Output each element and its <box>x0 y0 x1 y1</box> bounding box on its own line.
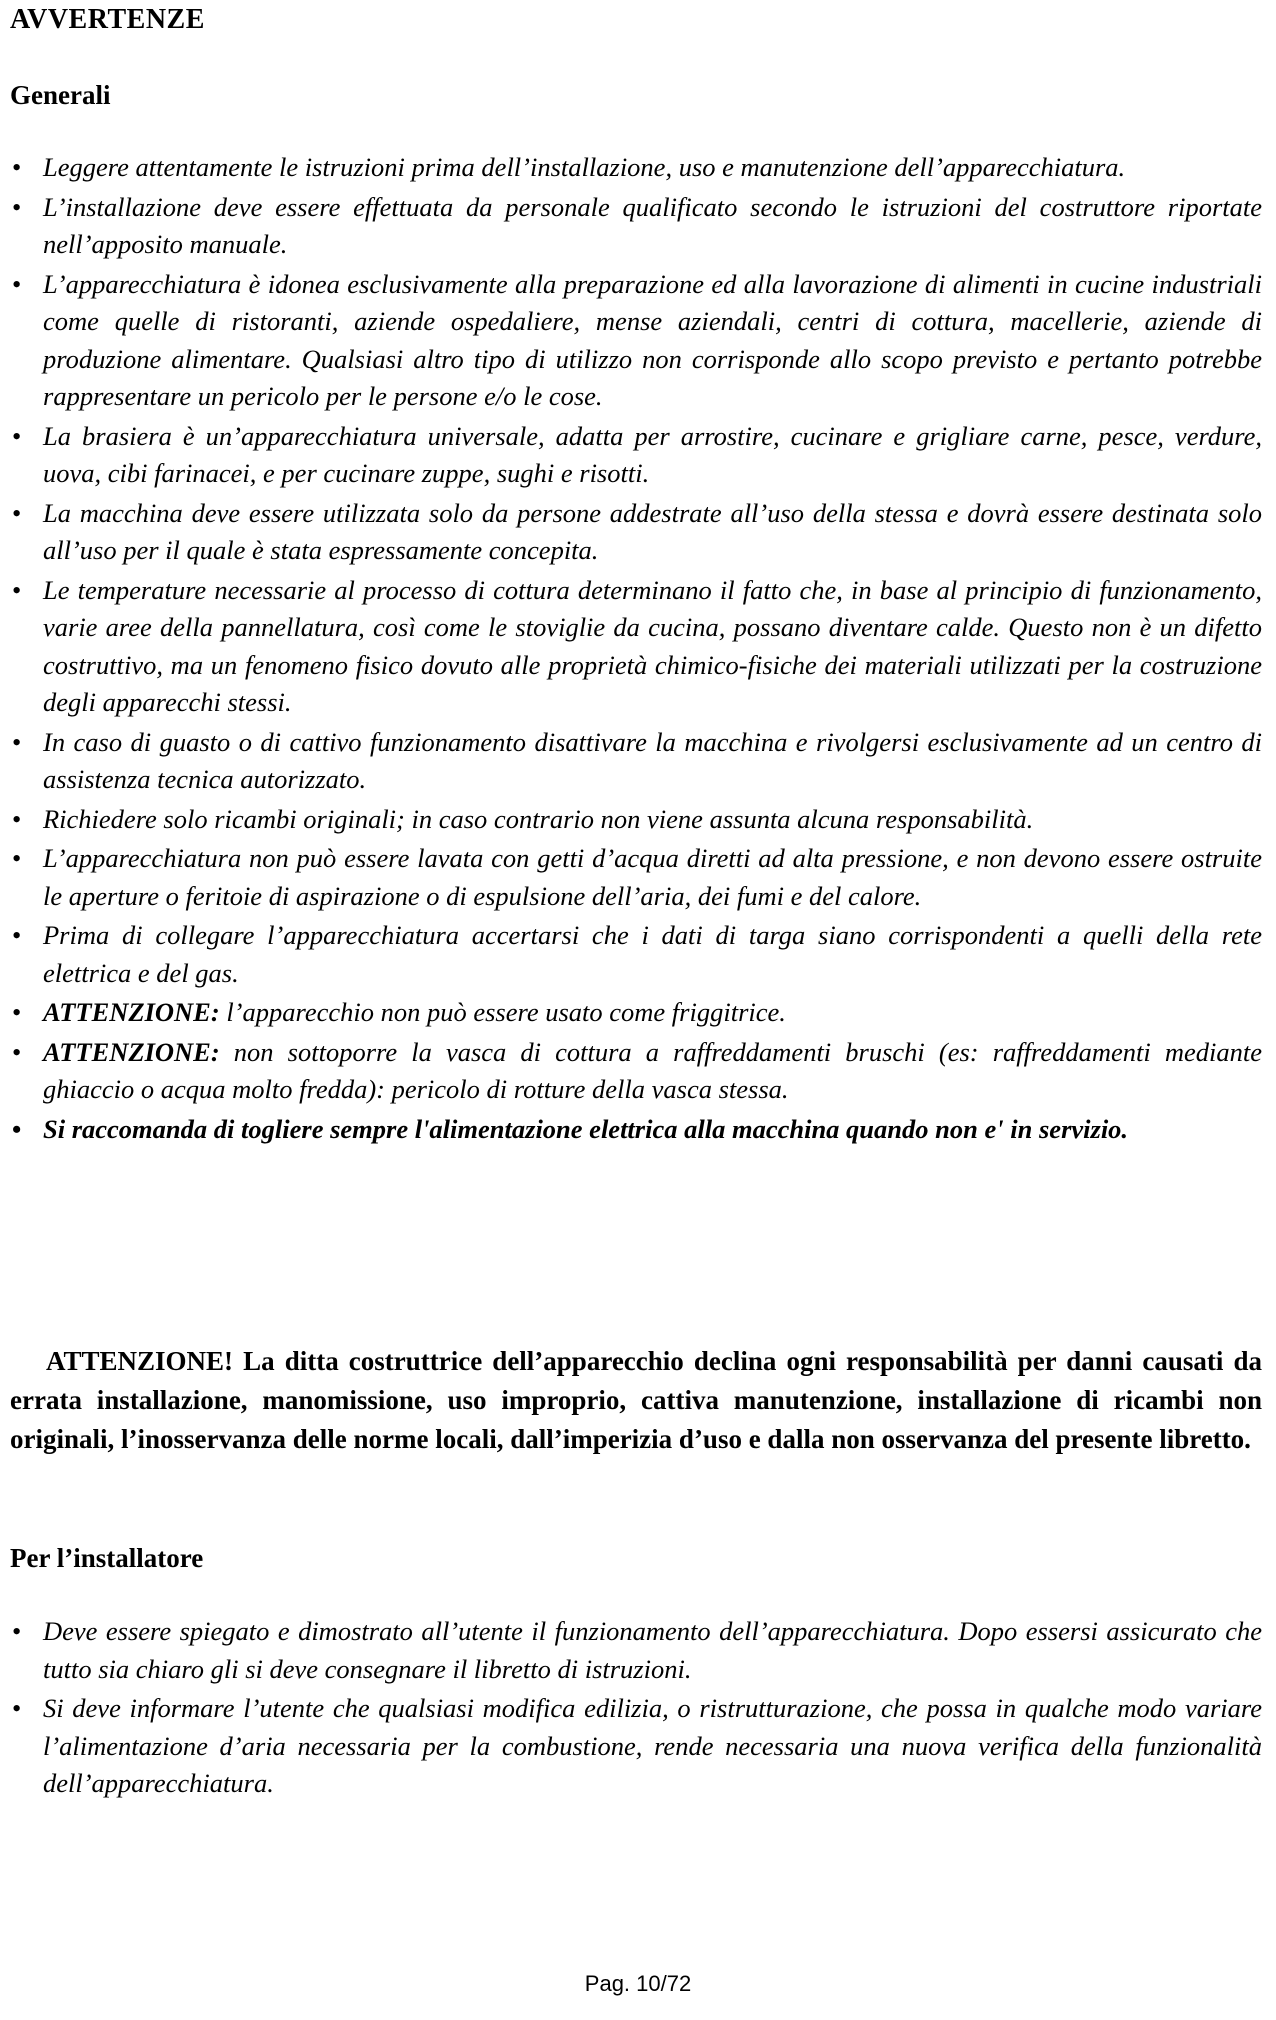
bullet-item <box>10 1111 1262 1149</box>
bullet-dot-icon: • <box>12 920 22 950</box>
bullet-item-text: L’apparecchiatura non può essere lavata con getti d’acqua diretti ad alta pressione, e non devono essere ostruite le aperture o feritoie di aspirazione o di espulsione dell’aria, dei fumi e del calore. <box>43 843 1262 911</box>
bullet-item-text: Prima di collegare l’apparecchiatura accertarsi che i dati di targa siano corrispondenti a quelli della rete elettrica e del gas. <box>43 920 1262 988</box>
bullet-item <box>10 801 1262 839</box>
bullet-dot-icon: • <box>12 1693 22 1723</box>
bullet-dot-icon: • <box>12 420 22 451</box>
bullet-dot-icon: • <box>12 1616 22 1646</box>
document-title: AVVERTENZE <box>10 4 205 35</box>
bullet-item <box>10 840 1262 915</box>
bullet-item <box>10 917 1262 992</box>
bullet-item-text: La macchina deve essere utilizzata solo da persone addestrate all’uso della stessa e dovrà essere destinata solo all’uso per il quale è stata espressamente concepita. <box>43 497 1262 565</box>
bullet-item <box>10 1034 1262 1109</box>
bullet-item <box>10 189 1262 264</box>
bullet-dot-icon: • <box>12 497 22 528</box>
bullet-item-text: L’apparecchiatura è idonea esclusivamente alla preparazione ed alla lavorazione di alimenti in cucine industriali come quelle di ristoranti, aziende ospedaliere, mense aziendali, centri di cottura, macellerie, aziende di produzione alimentare. Qualsiasi altro tipo di utilizzo non corrisponde allo scopo previsto e pertanto potrebbe rappresentare un pericolo per le persone e/o le cose. <box>43 268 1262 411</box>
bullet-item-text: Leggere attentamente le istruzioni prima dell’installazione, uso e manutenzione dell’apparecchiatura. <box>43 152 1126 182</box>
bullet-dot-icon: • <box>12 1036 22 1067</box>
bullet-item-text: In caso di guasto o di cattivo funzionamento disattivare la macchina e rivolgersi esclusivamente ad un centro di assistenza tecnica autorizzato. <box>43 726 1262 794</box>
bullet-dot-icon: • <box>12 268 22 299</box>
bullet-dot-icon: • <box>12 803 22 834</box>
bullet-dot-icon: • <box>12 997 22 1027</box>
bullet-item <box>10 994 1262 1032</box>
bullet-item-text: Richiedere solo ricambi originali; in caso contrario non viene assunta alcuna responsabilità. <box>43 803 1034 834</box>
bullet-item-text: non sottoporre la vasca di cottura a raffreddamenti bruschi (es: raffreddamenti mediante ghiaccio o acqua molto fredda): pericolo di rotture della vasca stessa. <box>43 1036 1262 1104</box>
bullet-item-text: La brasiera è un’apparecchiatura universale, adatta per arrostire, cucinare e grigliare carne, pesce, verdure, uova, cibi farinacei, e per cucinare zuppe, sughi e risotti. <box>43 420 1262 488</box>
bullet-item-lead: ATTENZIONE: <box>43 1036 220 1067</box>
liability-warning-paragraph: ATTENZIONE! La ditta costruttrice dell’apparecchio declina ogni responsabilità per danni causati da errata installazione, manomissione, uso improprio, cattiva manutenzione, installazione di ricambi non originali, l’inosservanza delle norme locali, dall’imperizia d’uso e dalla non osservanza del presente libretto. <box>10 1346 1262 1454</box>
bullet-dot-icon: • <box>12 191 22 222</box>
bullet-item <box>10 149 1262 187</box>
bullet-item-text: Si deve informare l’utente che qualsiasi modifica edilizia, o ristrutturazione, che possa in qualche modo variare l’alimentazione d’aria necessaria per la combustione, rende necessaria una nuova verifica della funzionalità dell’apparecchiatura. <box>43 1693 1262 1798</box>
bullet-item <box>10 572 1262 722</box>
bullet-item <box>10 1690 1262 1803</box>
bullet-item-text: L’installazione deve essere effettuata da personale qualificato secondo le istruzioni del costruttore riportate nell’apposito manuale. <box>43 191 1262 259</box>
bullet-dot-icon: • <box>12 574 22 605</box>
installatore-bullet-list <box>10 1613 1262 1805</box>
section-heading-generali: Generali <box>10 80 111 110</box>
bullet-item-text: Le temperature necessarie al processo di cottura determinano il fatto che, in base al principio di funzionamento, varie aree della pannellatura, così come le stoviglie da cucina, possano diventare calde. Questo non è un difetto costruttivo, ma un fenomeno fisico dovuto alle proprietà chimico-fisiche dei materiali utilizzati per la costruzione degli apparecchi stessi. <box>43 574 1262 717</box>
bullet-item <box>10 266 1262 416</box>
bullet-item <box>10 1613 1262 1688</box>
bullet-dot-icon: • <box>12 152 22 182</box>
bullet-dot-icon: • <box>12 1113 22 1144</box>
section-heading-installatore: Per l’installatore <box>10 1543 204 1573</box>
bullet-dot-icon: • <box>12 843 22 873</box>
bullet-dot-icon: • <box>12 726 22 757</box>
bullet-item <box>10 418 1262 493</box>
generali-bullet-list <box>10 149 1262 1150</box>
bullet-item-text: Deve essere spiegato e dimostrato all’utente il funzionamento dell’apparecchiatura. Dopo essersi assicurato che tutto sia chiaro gli si deve consegnare il libretto di istruzioni. <box>43 1616 1262 1684</box>
page-number: Pag. 10/72 <box>584 1971 692 1996</box>
bullet-item-text: Si raccomanda di togliere sempre l'alimentazione elettrica alla macchina quando non e' in servizio. <box>43 1113 1129 1144</box>
bullet-item <box>10 724 1262 799</box>
bullet-item <box>10 495 1262 570</box>
bullet-item-text: l’apparecchio non può essere usato come friggitrice. <box>219 997 786 1027</box>
bullet-item-lead: ATTENZIONE: <box>43 997 220 1027</box>
